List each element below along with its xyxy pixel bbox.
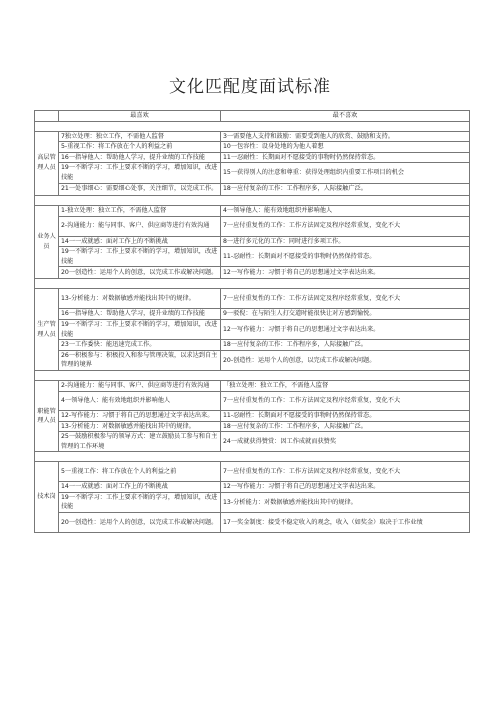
table-row bbox=[35, 267, 470, 279]
like-cell: 19一不断学习：工作上要求不断的学习，增加知识，改进技能 bbox=[59, 163, 221, 183]
dislike-cell: 17一奖金制度：接受不稳定收入的观念，收入（如奖金）取决于工作业绩 bbox=[221, 513, 470, 533]
category-label: 技术岗 bbox=[35, 462, 59, 533]
like-cell: 21一处事细心：需要细心处事，关注细节，以完成工作。 bbox=[59, 183, 221, 195]
section-spacer bbox=[35, 452, 470, 462]
interview-criteria-table bbox=[34, 110, 470, 533]
like-cell: 19一不断学习：工作上要求不断的学习，增加知识，改进技能 bbox=[59, 492, 221, 512]
dislike-cell: 18一应付复杂的工作：工作程序多，人际接触广泛。 bbox=[221, 421, 470, 432]
section-spacer bbox=[35, 121, 470, 131]
category-label: 业务人员 bbox=[35, 205, 59, 279]
table-row bbox=[35, 492, 470, 512]
section-spacer bbox=[35, 195, 470, 205]
section-spacer bbox=[35, 279, 470, 289]
like-cell: 26一积极参与：积极投入和参与管理决策，以求达到自主管理的境界 bbox=[59, 350, 221, 370]
like-cell: 13-分析能力：对数据敏感并能找出其中的规律。 bbox=[59, 421, 221, 432]
dislike-cell: 12一写作能力：习惯于将自己的思想通过文字表达出来。 bbox=[221, 267, 470, 279]
header-row bbox=[35, 111, 470, 122]
like-cell: 1-独立处理：独立工作，不需他人监督 bbox=[59, 205, 221, 216]
spacer-cell bbox=[35, 195, 470, 205]
like-cell: 16一指导他人：帮助他人学习，提升业绩的工作技能 bbox=[59, 152, 221, 163]
spacer-cell bbox=[35, 279, 470, 289]
dislike-cell: 8一进行多元化的工作：同时进行多项工作。 bbox=[221, 236, 470, 247]
table-row bbox=[35, 421, 470, 432]
table-row bbox=[35, 391, 470, 410]
spacer-cell bbox=[35, 370, 470, 380]
table-row bbox=[35, 319, 470, 339]
page-title: 文化匹配度面试标准 bbox=[169, 77, 331, 97]
dislike-cell: 12一写作能力：习惯于将自己的思想通过文字表达出来。 bbox=[221, 482, 470, 493]
dislike-cell: 24一成就获得赞赏：因工作成就而获赞奖 bbox=[221, 432, 470, 452]
dislike-cell: 9一驳倪：在与陌生人打交道时能很快让对方感到愉悦。 bbox=[221, 309, 470, 320]
dislike-cell: 10一包容性：设身处地的为他人着想 bbox=[221, 142, 470, 153]
dislike-cell: 7一应付重复性的工作：工作方法固定及程序经常重复，变化不大 bbox=[221, 391, 470, 410]
like-cell: 2-沟通能力：能与同事、客户、供应商等进行有效沟通 bbox=[59, 380, 221, 391]
dislike-cell: 15一获得别人的注意和尊重：获得处理组织内重要工作项目的机会 bbox=[221, 163, 470, 183]
dislike-cell: 3一需要他人支持和鼓励：需要受到他人的欣赏、鼓励和支持。 bbox=[221, 131, 470, 142]
like-cell: 20一创造性：运用个人的创意，以完成工作或解决问题。 bbox=[59, 513, 221, 533]
dislike-cell: 7一应付重复性的工作：工作方法固定及程序经常重复，变化不大 bbox=[221, 216, 470, 236]
header-category-cell bbox=[35, 111, 59, 122]
table-row bbox=[35, 183, 470, 195]
table-row bbox=[35, 410, 470, 421]
like-cell: 23一工作委快：能迅速完成工作。 bbox=[59, 340, 221, 351]
table-row bbox=[35, 309, 470, 320]
spacer-cell bbox=[35, 452, 470, 462]
dislike-cell: 20-创造性：运用个人的创意，以完成工作或解决问题。 bbox=[221, 350, 470, 370]
like-cell: 25一鼓励积极参与的领导方式：建立鼓励员工参与和自主管理的工作环境 bbox=[59, 432, 221, 452]
like-cell: 12-写作能力：习惯于将自己的思想通过文字表达出来。 bbox=[59, 410, 221, 421]
category-label: 生产管理人员 bbox=[35, 289, 59, 371]
table-row bbox=[35, 247, 470, 267]
like-cell: 2-沟通能力：能与同事、客户、供应商等进行有效沟通 bbox=[59, 216, 221, 236]
dislike-cell: 7一应付重复性的工作：工作方法固定及程序经常重复，变化不大 bbox=[221, 462, 470, 482]
like-cell: 4一领导他人：能有效地组织并影响他人 bbox=[59, 391, 221, 410]
table-row bbox=[35, 289, 470, 309]
dislike-cell: 18一应付复杂的工作：工作程序多，人际接触广泛。 bbox=[221, 183, 470, 195]
dislike-cell: 18一应付复杂的工作：工作程序多，人际接触广泛。 bbox=[221, 340, 470, 351]
like-cell: 14一一成就感：面对工作上的不断挑战 bbox=[59, 236, 221, 247]
dislike-cell: 11一忍耐性：长期面对不愿接受的事物时仍然保持常态。 bbox=[221, 152, 470, 163]
like-cell: 19一不断学习：工作上要求不断的学习，增加知识，改进技能 bbox=[59, 247, 221, 267]
table-row bbox=[35, 142, 470, 153]
table-row bbox=[35, 236, 470, 247]
dislike-cell: 7一应付重复性的工作：工作方法固定及程序经常重复，变化不大 bbox=[221, 289, 470, 309]
like-cell: 13-分析能力：对数据敏感并能找出其中的规律。 bbox=[59, 289, 221, 309]
dislike-cell: 11-忍耐性：长期面对不愿接受的事物时仍然保持常态。 bbox=[221, 247, 470, 267]
category-label: 高层管理人员 bbox=[35, 131, 59, 195]
like-cell: 16一指导他人：帮助他人学习，提升业绩的工作技能 bbox=[59, 309, 221, 320]
table-row bbox=[35, 462, 470, 482]
category-label: 职能管理人员 bbox=[35, 380, 59, 451]
like-cell: 7独立处理：独立工作，不需他人监督 bbox=[59, 131, 221, 142]
like-cell: 19一不断学习：工作上要求不断的学习，增加知识，改进技能 bbox=[59, 319, 221, 339]
like-cell: 20一创造性：运用个人的创意，以完成工作或解决问题。 bbox=[59, 267, 221, 279]
table-row bbox=[35, 513, 470, 533]
table-row bbox=[35, 340, 470, 351]
table-row bbox=[35, 205, 470, 216]
like-cell: 5一重视工作：将工作放在个人的利益之前 bbox=[59, 462, 221, 482]
table-row bbox=[35, 482, 470, 493]
dislike-cell: 「独立处理：独立工作，不需他人监督 bbox=[221, 380, 470, 391]
section-spacer bbox=[35, 370, 470, 380]
table-row bbox=[35, 432, 470, 452]
spacer-cell bbox=[35, 121, 470, 131]
dislike-cell: 13-分析能力：对数据敏感并能找出其中的规律。 bbox=[221, 492, 470, 512]
table-row bbox=[35, 131, 470, 142]
table-row bbox=[35, 152, 470, 163]
like-cell: 5-重视工作：将工作放在个人的利益之前 bbox=[59, 142, 221, 153]
table-row bbox=[35, 350, 470, 370]
header-dislike: 最不喜欢 bbox=[221, 111, 470, 122]
table-row bbox=[35, 380, 470, 391]
table-row bbox=[35, 163, 470, 183]
dislike-cell: 4一领导他人：能有效地组织并影响他人 bbox=[221, 205, 470, 216]
table-row bbox=[35, 216, 470, 236]
dislike-cell: 11-忍耐性：长期面对不愿接受的事物时仍然保持常态。 bbox=[221, 410, 470, 421]
dislike-cell: 12一写作能力：习惯于将自己的思想通过文字表达出来。 bbox=[221, 319, 470, 339]
header-like: 最喜欢 bbox=[59, 111, 221, 122]
like-cell: 14一一成就感：面对工作上的不断挑战 bbox=[59, 482, 221, 493]
